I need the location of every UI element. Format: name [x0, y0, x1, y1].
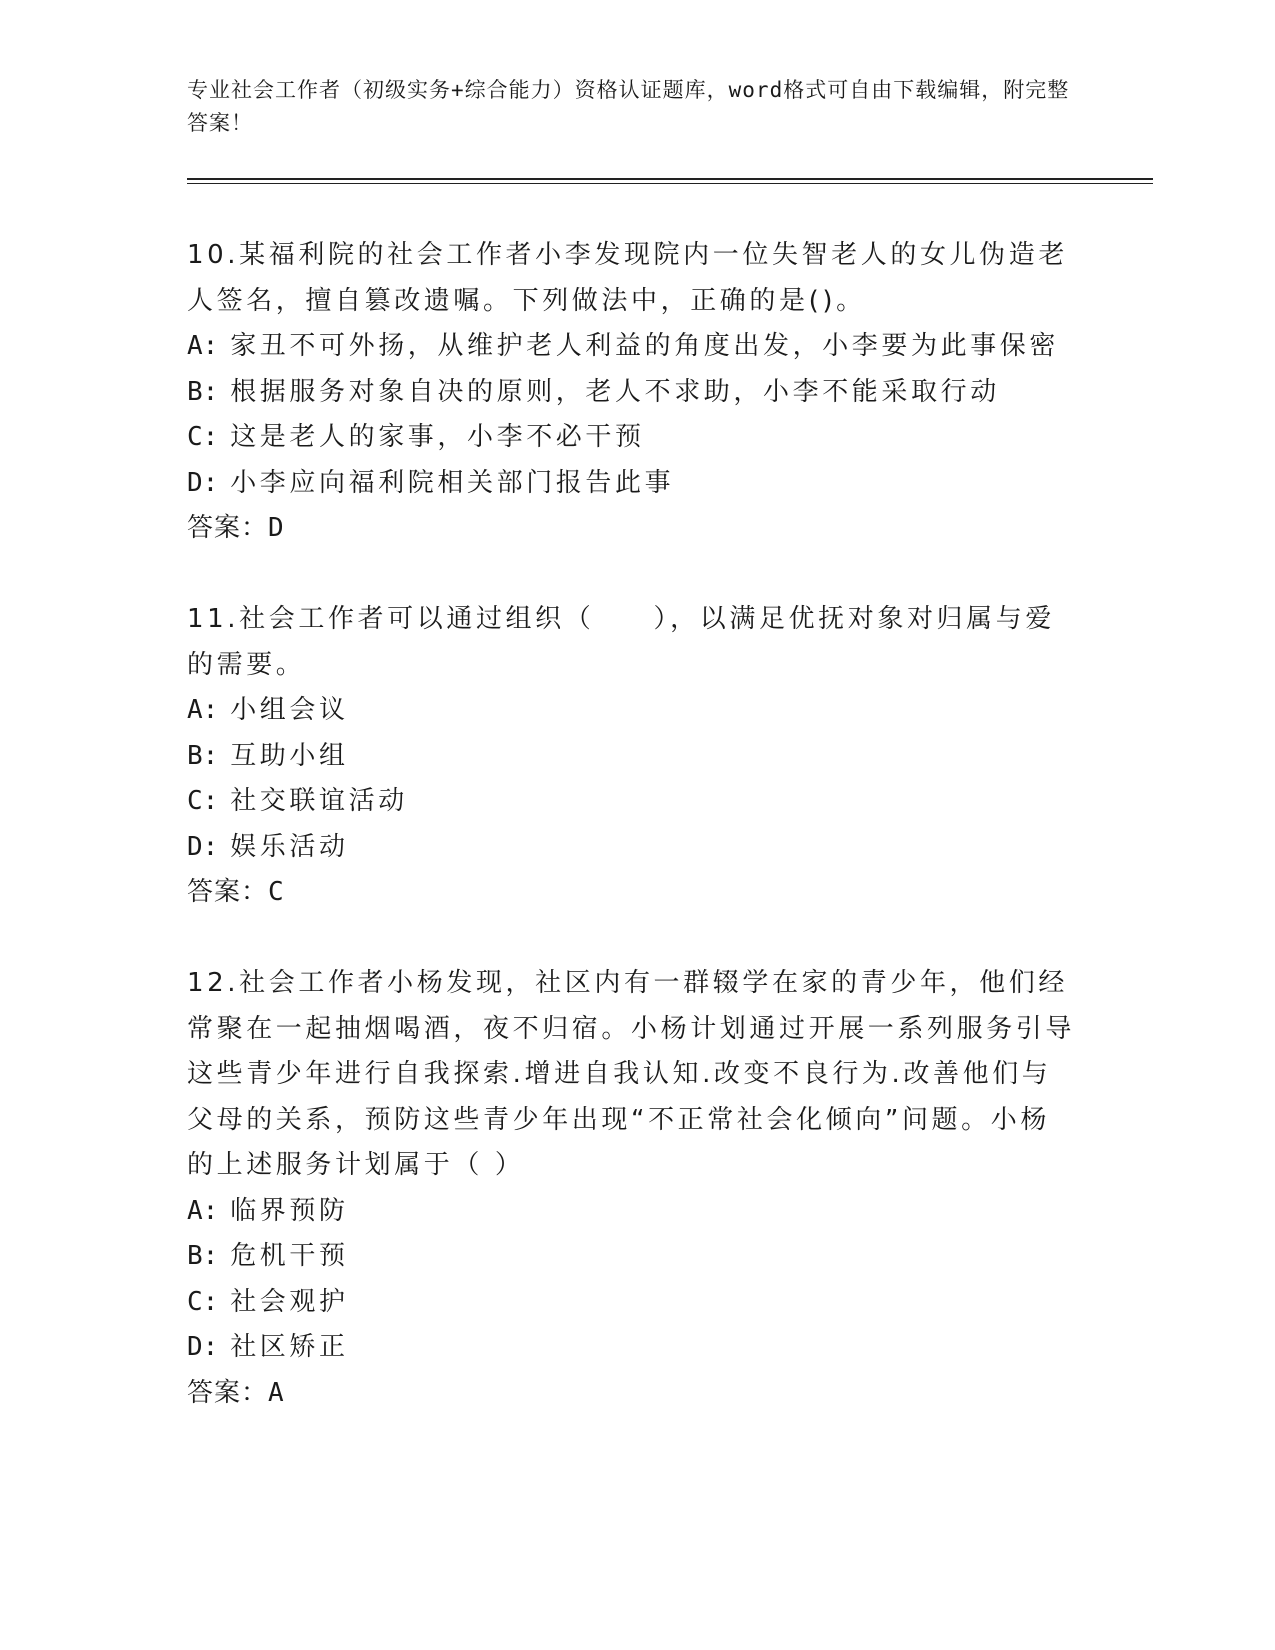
option-text: 社交联谊活动 — [230, 786, 408, 816]
answer-line — [187, 1371, 1077, 1417]
option-letter: C: — [187, 1286, 219, 1317]
option-text: 这是老人的家事，小李不必干预 — [230, 422, 645, 452]
answer-value: A — [268, 1377, 285, 1408]
option-letter: A: — [187, 1195, 219, 1226]
question-10 — [187, 233, 1077, 552]
answer-line — [187, 506, 1077, 552]
option-text: 危机干预 — [230, 1241, 349, 1271]
option-c — [187, 415, 1077, 461]
option-letter: B: — [187, 740, 219, 771]
document-header: 专业社会工作者（初级实务+综合能力）资格认证题库，word格式可自由下载编辑，附完整答案！ — [187, 78, 1070, 135]
option-letter: B: — [187, 376, 219, 407]
option-text: 互助小组 — [230, 740, 349, 771]
option-letter: A: — [187, 695, 219, 725]
header-divider-thick — [187, 178, 1153, 180]
answer-label: 答案： — [187, 1377, 269, 1408]
header-divider-thin — [187, 183, 1153, 184]
question-11 — [187, 597, 1077, 916]
option-letter: C: — [187, 786, 219, 816]
question-stem: 11.社会工作者可以通过组织（ ），以满足优抚对象对归属与爱的需要。 — [187, 604, 1055, 680]
question-12 — [187, 961, 1077, 1416]
question-stem: 10.某福利院的社会工作者小李发现院内一位失智老人的女儿伪造老人签名，擅自篡改遗嘱。下列做法中，正确的是()。 — [187, 240, 1068, 316]
option-text: 小组会议 — [230, 695, 349, 725]
option-text: 社会观护 — [230, 1286, 349, 1317]
option-letter: B: — [187, 1241, 219, 1271]
option-letter: D: — [187, 831, 219, 862]
option-c — [187, 779, 1077, 825]
option-text: 临界预防 — [230, 1195, 349, 1226]
option-b — [187, 1234, 1077, 1280]
option-text: 娱乐活动 — [230, 831, 349, 862]
option-d — [187, 825, 1077, 871]
option-a — [187, 324, 1077, 370]
option-b — [187, 734, 1077, 780]
option-c — [187, 1280, 1077, 1326]
answer-label: 答案： — [187, 877, 269, 907]
option-a — [187, 688, 1077, 734]
answer-label: 答案： — [187, 513, 269, 543]
option-letter: A: — [187, 331, 219, 361]
option-a — [187, 1189, 1077, 1235]
question-stem: 12.社会工作者小杨发现，社区内有一群辍学在家的青少年，他们经常聚在一起抽烟喝酒，夜不归宿。小杨计划通过开展一系列服务引导这些青少年进行自我探索.增进自我认知.改变不良行为.改善他们与父母的关系，预防这些青少年出现“不正常社会化倾向”问题。小杨的上述服务计划属于（ ） — [187, 968, 1076, 1180]
option-text: 小李应向福利院相关部门报告此事 — [230, 467, 675, 498]
option-text: 根据服务对象自决的原则，老人不求助，小李不能采取行动 — [230, 376, 1000, 407]
option-text: 社区矫正 — [230, 1332, 349, 1362]
option-letter: C: — [187, 422, 219, 452]
option-d — [187, 1325, 1077, 1371]
option-b — [187, 370, 1077, 416]
answer-line — [187, 870, 1077, 916]
answer-value: C — [268, 877, 285, 907]
option-text: 家丑不可外扬，从维护老人利益的角度出发，小李要为此事保密 — [230, 331, 1059, 361]
option-letter: D: — [187, 1332, 219, 1362]
answer-value: D — [268, 513, 285, 543]
option-letter: D: — [187, 467, 219, 498]
option-d — [187, 461, 1077, 507]
